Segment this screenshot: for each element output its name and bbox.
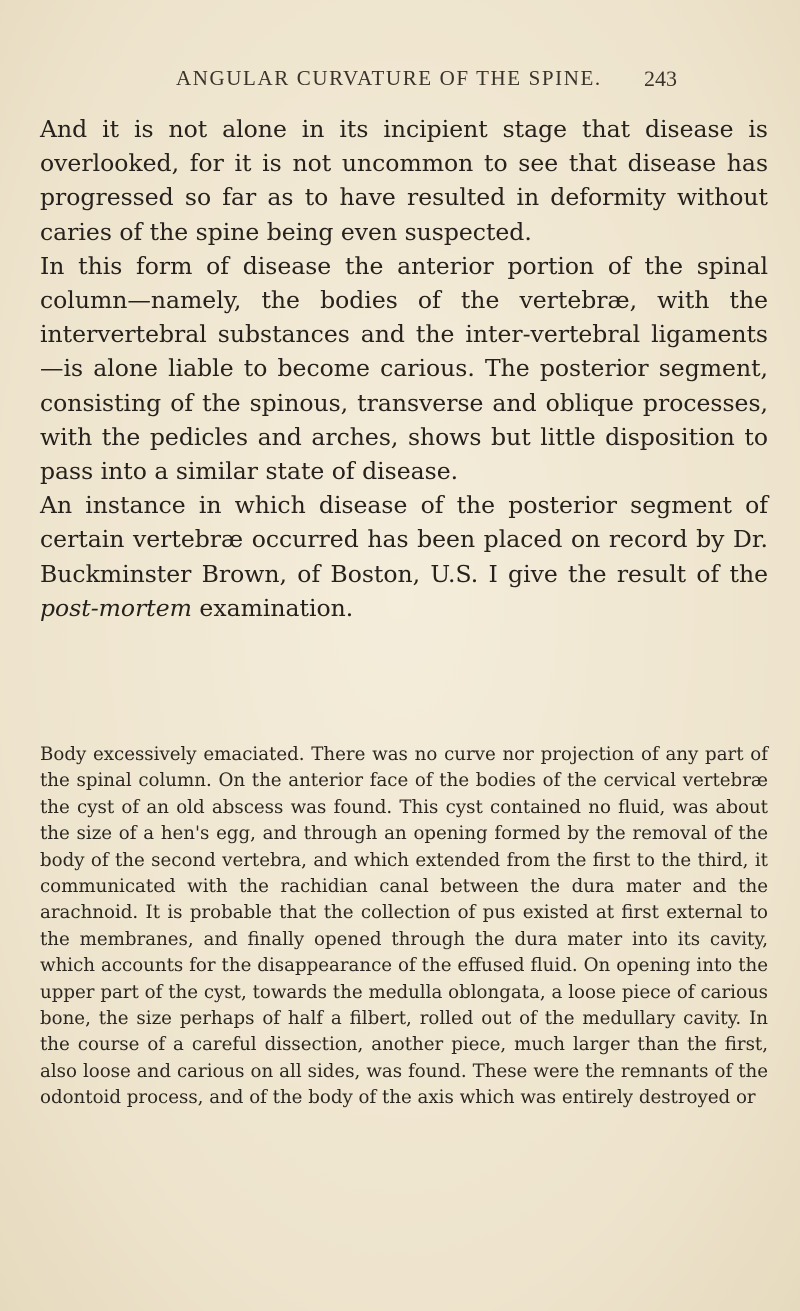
paragraph-1: And it is not alone in its incipient stage that disease is overlooked, for it is not uncommon to see that disease has progressed so far as to have resulted in deformity without caries of the spine being even suspected.: [40, 115, 768, 246]
running-head-title: ANGULAR CURVATURE OF THE SPINE.: [176, 66, 602, 90]
paragraph-3-end: examination.: [191, 593, 354, 622]
running-head: [0, 66, 800, 106]
paragraph-3-start: An instance in which disease of the posterior segment of certain vertebræ occurred has been placed on record by Dr. Buckminster Brown, of Boston, U.S. I give the result of the: [40, 491, 768, 588]
paragraph-2: In this form of disease the anterior portion of the spinal column—namely, the bodies of the vertebræ, with the intervertebral substances and the inter-vertebral ligaments—is alone liable to become carious. The posterior segment, consisting of the spinous, transverse and oblique processes, with the pedicles and arches, shows but little disposition to pass into a similar state of disease.: [40, 251, 768, 486]
quoted-report-text: Body excessively emaciated. There was no curve nor projection of any part of the spinal column. On the anterior face of the bodies of the cervical vertebræ the cyst of an old abscess was found. This cyst contained no fluid, was about the size of a hen's egg, and through an opening formed by the removal of the body of the second vertebra, and which extended from the first to the third, it communicated with the rachidian canal between the dura mater and the arachnoid. It is probable that the collection of pus existed at first external to the membranes, and finally opened through the dura mater into its cavity, which accounts for the disappearance of the effused fluid. On opening into the upper part of the cyst, towards the medulla oblongata, a loose piece of carious bone, the size perhaps of half a filbert, rolled out of the medullary cavity. In the course of a careful dissection, another piece, much larger than the first, also loose and carious on all sides, was found. These were the remnants of the odontoid process, and of the body of the axis which was entirely destroyed or: [40, 744, 768, 1109]
quoted-report: [40, 742, 768, 1112]
page-number: 243: [644, 66, 677, 91]
paragraph-3: [40, 488, 768, 625]
post-mortem-italic: post-mortem: [40, 593, 192, 622]
main-body-text: [40, 112, 768, 625]
